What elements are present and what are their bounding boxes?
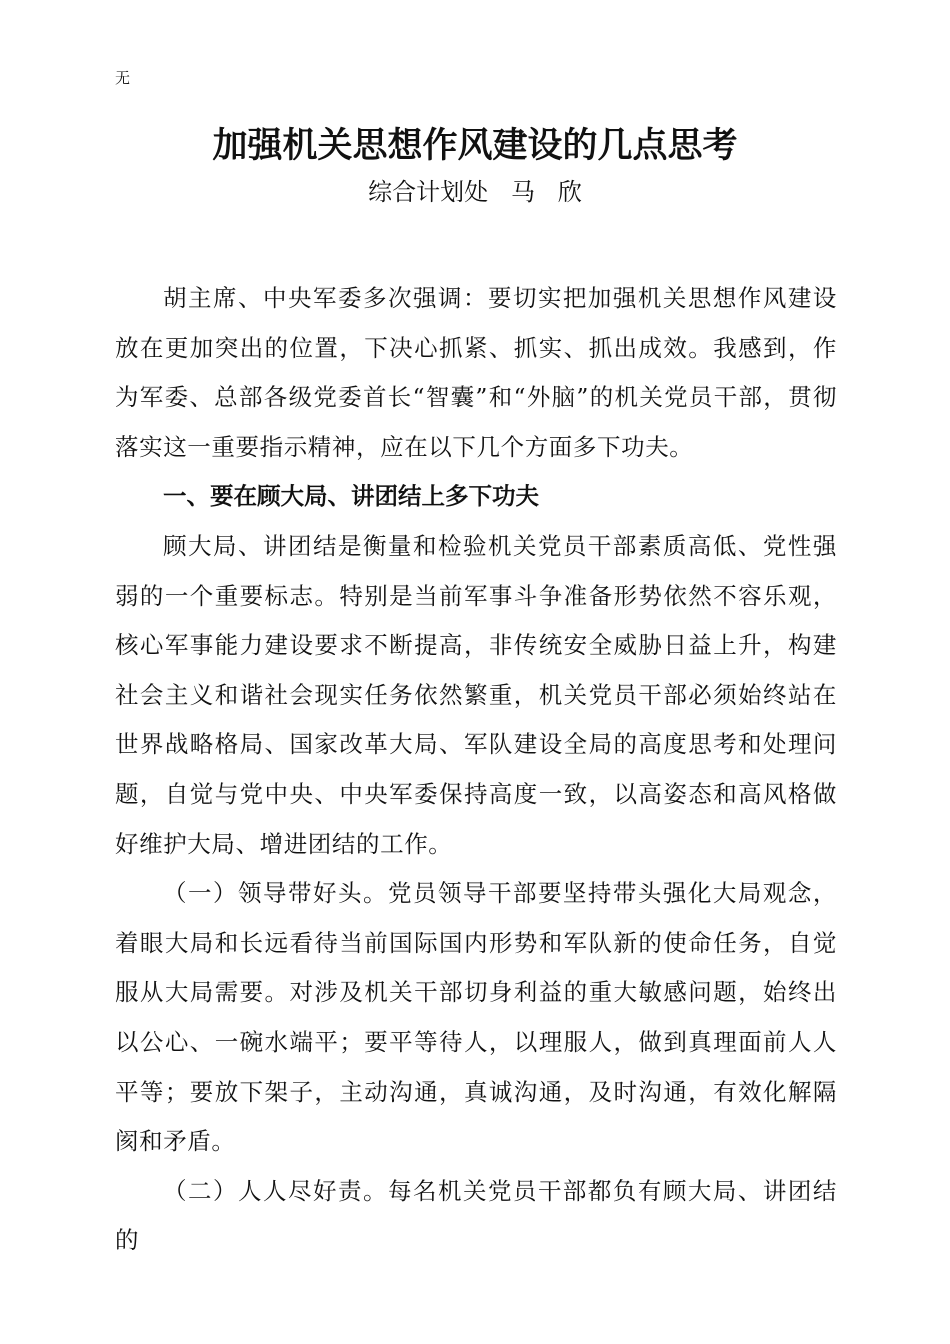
- paragraph-intro: 胡主席、中央军委多次强调：要切实把加强机关思想作风建设放在更加突出的位置，下决心抓紧、抓实、抓出成效。我感到，作为军委、总部各级党委首长“智囊”和“外脑”的机关党员干部，贯彻落实这一重要指示精神，应在以下几个方面多下功夫。: [115, 284, 837, 461]
- author-byline: 综合计划处 马 欣: [368, 178, 582, 206]
- paragraph-point-2: （二）人人尽好责。每名机关党员干部都负有顾大局、讲团结的: [115, 1176, 837, 1255]
- paragraph-section-1: 顾大局、讲团结是衡量和检验机关党员干部素质高低、党性强弱的一个重要标志。特别是当前军事斗争准备形势依然不容乐观，核心军事能力建设要求不断提高，非传统安全威胁日益上升，构建社会主义和谐社会现实任务依然繁重，机关党员干部必须始终站在世界战略格局、国家改革大局、军队建设全局的高度思考和处理问题，自觉与党中央、中央军委保持高度一致，以高姿态和高风格做好维护大局、增进团结的工作。: [115, 531, 837, 858]
- header-mark: 无: [115, 69, 131, 87]
- section-heading-1: 一、要在顾大局、讲团结上多下功夫: [163, 482, 539, 511]
- document-title: 加强机关思想作风建设的几点思考: [212, 125, 738, 166]
- paragraph-point-1: （一）领导带好头。党员领导干部要坚持带头强化大局观念，着眼大局和长远看待当前国际国内形势和军队新的使命任务，自觉服从大局需要。对涉及机关干部切身利益的重大敏感问题，始终出以公心、一碗水端平；要平等待人，以理服人，做到真理面前人人平等；要放下架子，主动沟通，真诚沟通，及时沟通，有效化解隔阂和矛盾。: [115, 879, 837, 1156]
- document-body: [115, 274, 837, 1266]
